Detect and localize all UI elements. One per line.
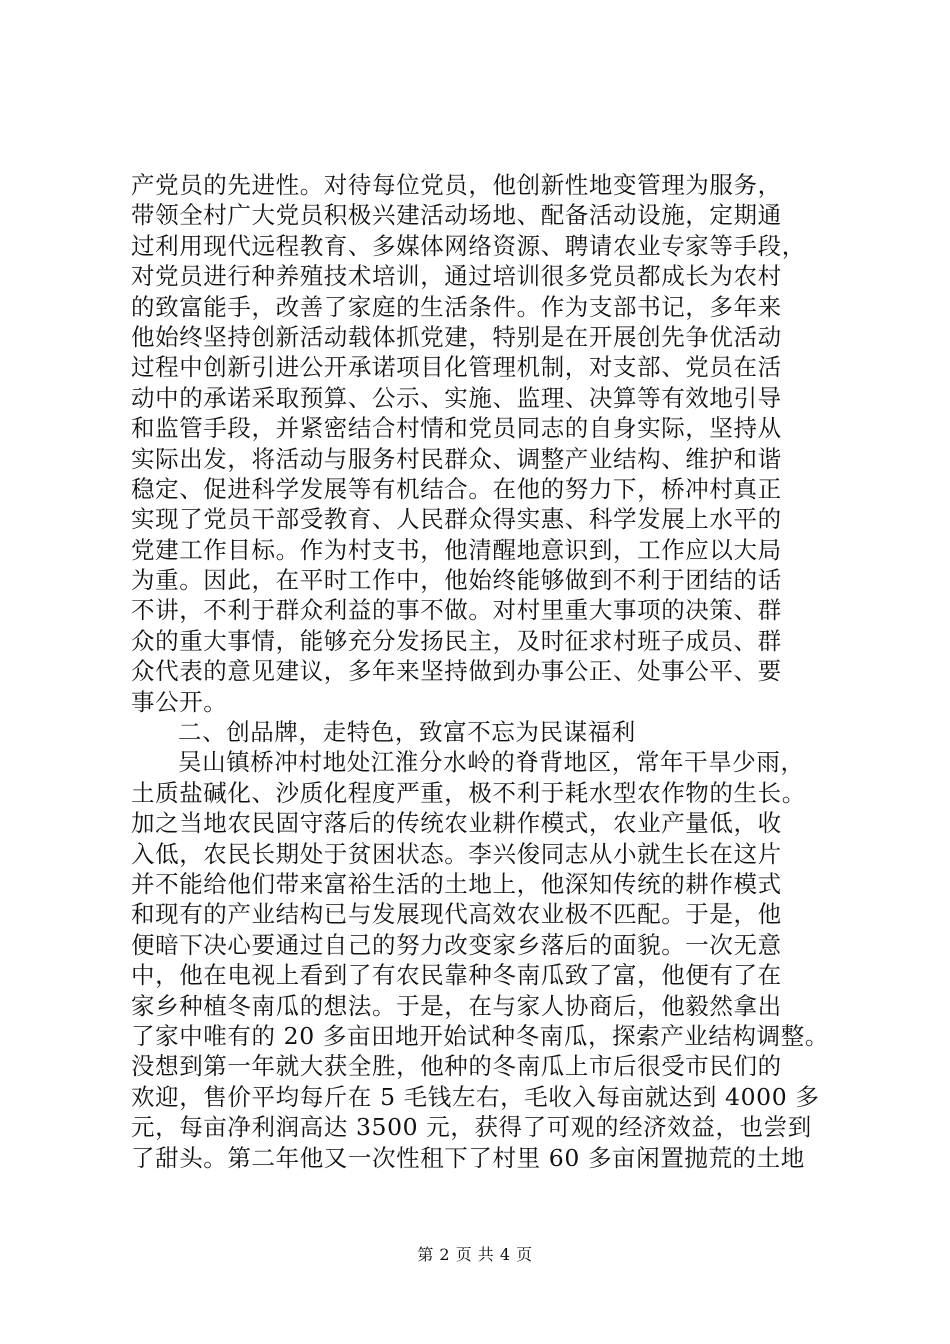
text-line: 家乡种植冬南瓜的想法。于是，在与家人协商后，他毅然拿出	[131, 991, 782, 1020]
text-line: 和现有的产业结构已与发展现代高效农业极不匹配。于是，他	[131, 900, 782, 929]
text-line: 便暗下决心要通过自己的努力改变家乡落后的面貌。一次无意	[131, 930, 782, 959]
text-line: 吴山镇桥冲村地处江淮分水岭的脊背地区，常年干旱少雨，	[178, 748, 805, 777]
text-line: 稳定、促进科学发展等有机结合。在他的努力下，桥冲村真正	[131, 474, 782, 503]
text-line: 事公开。	[131, 687, 228, 716]
text-line: 土质盐碱化、沙质化程度严重，极不利于耗水型农作物的生长。	[131, 778, 806, 807]
text-line: 不讲，不利于群众利益的事不做。对村里重大事项的决策、群	[131, 596, 782, 625]
text-line: 为重。因此，在平时工作中，他始终能够做到不利于团结的话	[131, 566, 782, 595]
text-line: 带领全村广大党员积极兴建活动场地、配备活动设施，定期通	[131, 201, 782, 230]
text-line: 了家中唯有的 20 多亩田地开始试种冬南瓜，探索产业结构调整。	[131, 1021, 829, 1050]
text-line: 众的重大事情，能够充分发扬民主，及时征求村班子成员、群	[131, 626, 782, 655]
text-line: 产党员的先进性。对待每位党员，他创新性地变管理为服务，	[131, 171, 782, 199]
text-line: 欢迎，售价平均每斤在 5 毛钱左右，毛收入每亩就达到 4000 多	[131, 1082, 820, 1111]
text-line: 他始终坚持创新活动载体抓党建，特别是在开展创先争优活动	[131, 322, 782, 351]
text-line: 中，他在电视上看到了有农民靠种冬南瓜致了富，他便有了在	[131, 961, 782, 990]
text-line: 加之当地农民固守落后的传统农业耕作模式，农业产量低，收	[131, 809, 782, 838]
text-line: 过利用现代远程教育、多媒体网络资源、聘请农业专家等手段，	[131, 231, 806, 260]
text-line: 并不能给他们带来富裕生活的土地上，他深知传统的耕作模式	[131, 869, 782, 898]
text-line: 众代表的意见建议，多年来坚持做到办事公正、处事公平、要	[131, 657, 782, 686]
document-body	[131, 170, 851, 1173]
text-line: 的致富能手，改善了家庭的生活条件。作为支部书记，多年来	[131, 292, 782, 321]
text-line: 过程中创新引进公开承诺项目化管理机制，对支部、党员在活	[131, 353, 782, 382]
text-line: 元，每亩净利润高达 3500 元，获得了可观的经济效益，也尝到	[131, 1113, 812, 1142]
page-footer: 第 2 页 共 4 页	[417, 1245, 533, 1264]
text-line: 实现了党员干部受教育、人民群众得实惠、科学发展上水平的	[131, 505, 782, 534]
text-line: 实际出发，将活动与服务村民群众、调整产业结构、维护和谐	[131, 444, 782, 473]
text-line: 二、创品牌，走特色，致富不忘为民谋福利	[178, 718, 636, 747]
text-line: 没想到第一年就大获全胜，他种的冬南瓜上市后很受市民们的	[131, 1052, 782, 1081]
text-line: 党建工作目标。作为村支书，他清醒地意识到，工作应以大局	[131, 535, 782, 564]
text-line: 动中的承诺采取预算、公示、实施、监理、决算等有效地引导	[131, 383, 782, 412]
text-line: 了甜头。第二年他又一次性租下了村里 60 多亩闲置抛荒的土地	[131, 1143, 805, 1172]
text-line: 对党员进行种养殖技术培训，通过培训很多党员都成长为农村	[131, 262, 782, 291]
text-line: 和监管手段，并紧密结合村情和党员同志的自身实际，坚持从	[131, 414, 782, 443]
text-line: 入低，农民长期处于贫困状态。李兴俊同志从小就生长在这片	[131, 839, 782, 868]
